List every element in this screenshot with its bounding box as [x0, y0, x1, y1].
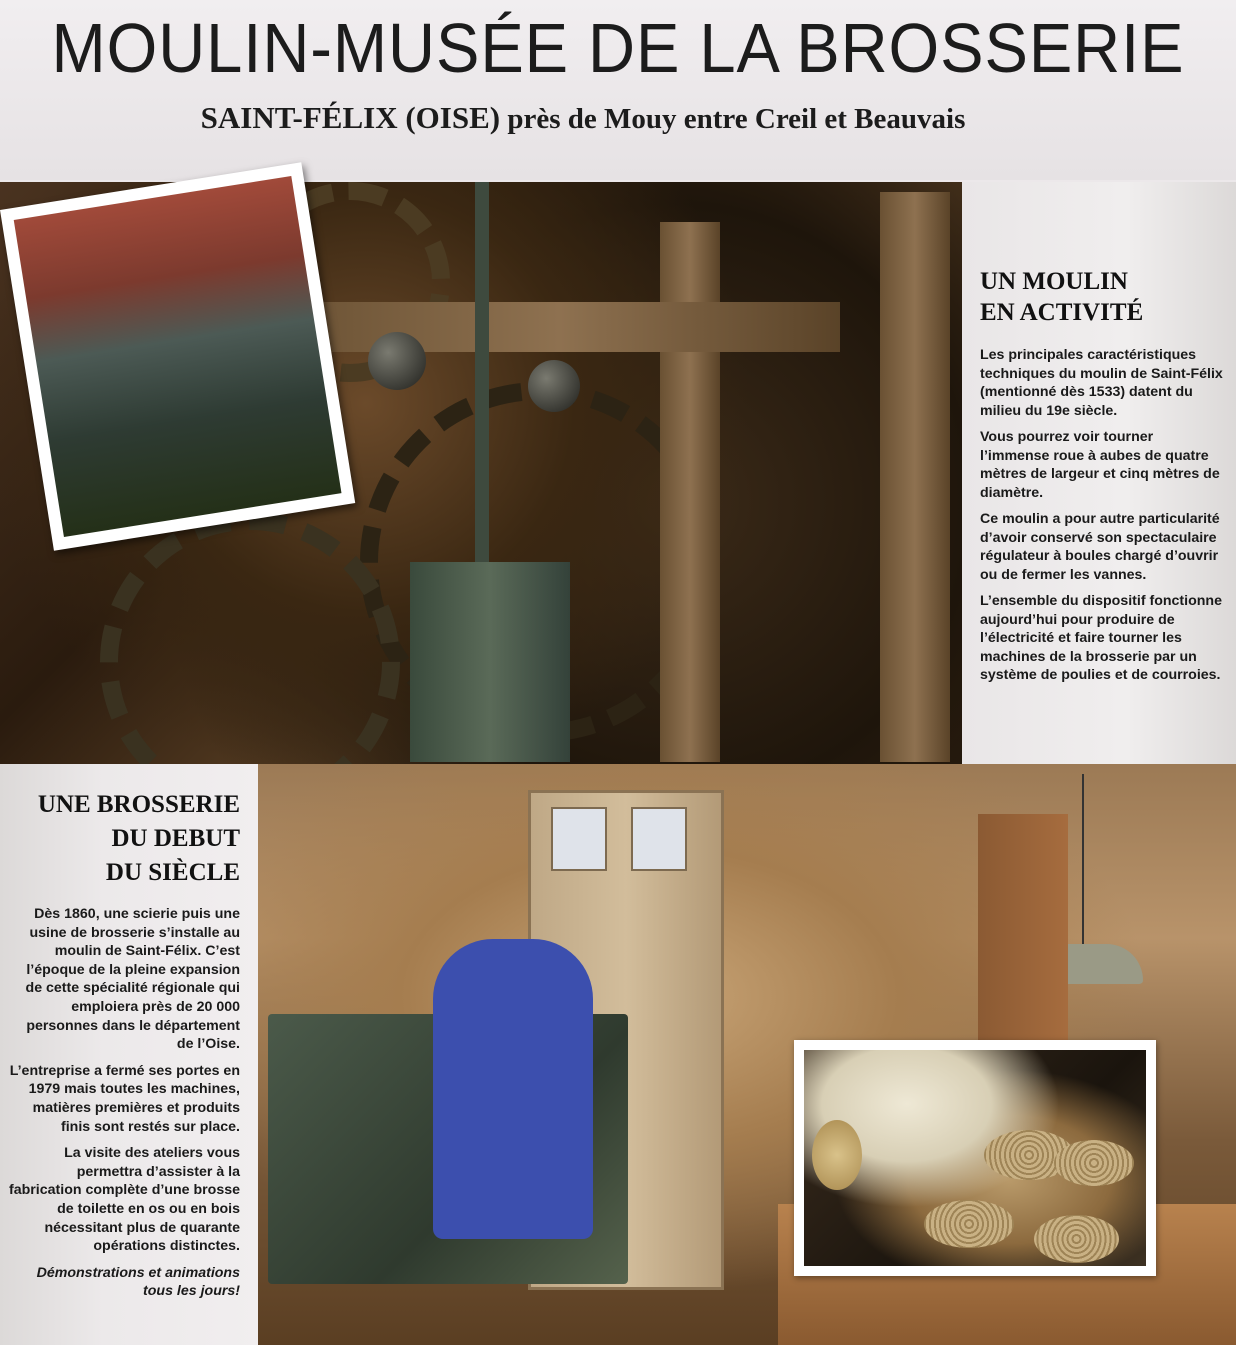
governor-ball	[528, 360, 580, 412]
header-band	[0, 0, 1236, 180]
moulin-paragraph: Vous pourrez voir tourner l’immense roue à aubes de quatre mètres de largeur et cinq mètres de diamètre.	[980, 429, 1220, 501]
brosserie-heading-line1: UNE BROSSERIE	[37, 791, 240, 818]
wooden-shelf	[978, 814, 1068, 1064]
subtitle-directions: près de Mouy entre Creil et Beauvais	[500, 103, 966, 135]
brush-shape	[1054, 1140, 1134, 1186]
brosserie-paragraph: L’entreprise a fermé ses portes en 1979 mais toutes les machines, matières premières et produits finis sont restés sur place.	[9, 1062, 240, 1135]
brush-shape	[1034, 1215, 1119, 1263]
wooden-beam	[880, 192, 950, 762]
door-window	[551, 807, 607, 871]
brush-shape	[924, 1200, 1014, 1248]
governor-base	[410, 562, 570, 762]
page-subtitle	[0, 100, 1166, 136]
moulin-heading-line2: EN ACTIVITÉ	[980, 299, 1144, 326]
subtitle-location: SAINT-FÉLIX (OISE)	[200, 100, 501, 135]
gear-shape	[100, 512, 400, 764]
wooden-beam	[280, 302, 840, 352]
page-title: MOULIN-MUSÉE DE LA BROSSERIE	[51, 9, 1185, 87]
water-wheel-visitors-image	[14, 176, 342, 537]
brosserie-closing: Démonstrations et animations tous les jours!	[36, 1264, 240, 1300]
brush-roll	[812, 1120, 862, 1190]
brosserie-paragraph: Dès 1860, une scierie puis une usine de brosserie s’installe au moulin de Saint-Félix. C’est l’époque de la pleine expansion de cette spécialité régionale qui emploiera près de 20 000 personnes dans le département de l’Oise.	[25, 906, 240, 1053]
moulin-body	[980, 346, 1226, 693]
brosserie-heading	[38, 788, 240, 890]
brosserie-paragraph: La visite des ateliers vous permettra d’assister à la fabrication complète d’une brosse de toilette en os ou en bois nécessitant plus de quarante opérations distinctes.	[9, 1145, 240, 1255]
brosserie-heading-line2: DU DEBUT	[111, 825, 240, 852]
governor-ball	[368, 332, 426, 390]
moulin-paragraph: L’ensemble du dispositif fonctionne aujourd’hui pour produire de l’électricité et faire tourner les machines de la brosserie par un système de poulies et de courroies.	[980, 593, 1222, 683]
door-window	[631, 807, 687, 871]
moulin-heading	[980, 266, 1143, 328]
worker-figure	[433, 939, 593, 1239]
lamp-cord	[1082, 774, 1084, 946]
water-wheel-visitors-photo	[0, 162, 355, 550]
brushes-image	[804, 1050, 1146, 1266]
moulin-paragraph: Ce moulin a pour autre particularité d’avoir conservé son spectaculaire régulateur à boules chargé d’ouvrir ou de fermer les vannes.	[980, 511, 1220, 583]
moulin-heading-line1: UN MOULIN	[980, 268, 1128, 295]
brosserie-heading-line3: DU SIÈCLE	[105, 859, 240, 886]
moulin-paragraph: Les principales caractéristiques techniques du moulin de Saint-Félix (mentionné dès 1533) datent du milieu du 19e siècle.	[980, 347, 1223, 419]
brushes-photo	[794, 1040, 1156, 1276]
brosserie-body	[6, 905, 240, 1309]
